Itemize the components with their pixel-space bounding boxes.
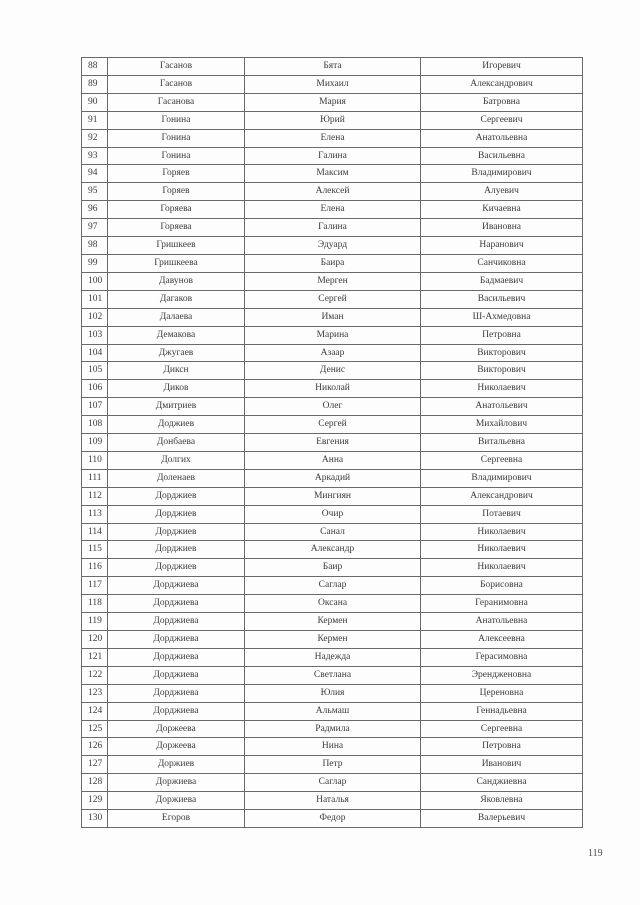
row-number: 104 <box>82 344 108 362</box>
page-number: 119 <box>588 848 603 859</box>
patronymic-cell: Николаевич <box>421 380 583 398</box>
table-row <box>82 756 583 774</box>
table-row <box>82 613 583 631</box>
patronymic-cell: Владимирович <box>421 165 583 183</box>
row-number: 120 <box>82 631 108 649</box>
row-number: 94 <box>82 165 108 183</box>
patronymic-cell: Геранимовна <box>421 595 583 613</box>
last-name-cell: Дорджиева <box>108 666 245 684</box>
first-name-cell: Михаил <box>245 75 421 93</box>
first-name-cell: Наталья <box>245 792 421 810</box>
first-name-cell: Сергей <box>245 416 421 434</box>
patronymic-cell: Сергеевна <box>421 720 583 738</box>
patronymic-cell: Яковлевна <box>421 792 583 810</box>
last-name-cell: Дорджиева <box>108 648 245 666</box>
first-name-cell: Иман <box>245 308 421 326</box>
patronymic-cell: Васильевич <box>421 290 583 308</box>
table-row <box>82 577 583 595</box>
row-number: 96 <box>82 201 108 219</box>
last-name-cell: Диков <box>108 380 245 398</box>
patronymic-cell: Викторович <box>421 344 583 362</box>
row-number: 89 <box>82 75 108 93</box>
table-row <box>82 147 583 165</box>
first-name-cell: Евгения <box>245 434 421 452</box>
patronymic-cell: Михайлович <box>421 416 583 434</box>
last-name-cell: Дорджиев <box>108 541 245 559</box>
table-row <box>82 416 583 434</box>
patronymic-cell: Цереновна <box>421 684 583 702</box>
last-name-cell: Далаева <box>108 308 245 326</box>
last-name-cell: Донбаева <box>108 434 245 452</box>
row-number: 92 <box>82 129 108 147</box>
table-row <box>82 183 583 201</box>
last-name-cell: Егоров <box>108 810 245 828</box>
patronymic-cell: Кичаевна <box>421 201 583 219</box>
last-name-cell: Доржиева <box>108 774 245 792</box>
table-row <box>82 201 583 219</box>
row-number: 130 <box>82 810 108 828</box>
row-number: 122 <box>82 666 108 684</box>
table-row <box>82 595 583 613</box>
last-name-cell: Дорджиев <box>108 505 245 523</box>
last-name-cell: Дорджиева <box>108 577 245 595</box>
first-name-cell: Эдуард <box>245 237 421 255</box>
row-number: 115 <box>82 541 108 559</box>
row-number: 95 <box>82 183 108 201</box>
first-name-cell: Федор <box>245 810 421 828</box>
table-row <box>82 380 583 398</box>
table-row <box>82 774 583 792</box>
patronymic-cell: Иванович <box>421 756 583 774</box>
row-number: 116 <box>82 559 108 577</box>
first-name-cell: Денис <box>245 362 421 380</box>
last-name-cell: Давунов <box>108 272 245 290</box>
first-name-cell: Мингиян <box>245 487 421 505</box>
first-name-cell: Алексей <box>245 183 421 201</box>
row-number: 125 <box>82 720 108 738</box>
last-name-cell: Диксн <box>108 362 245 380</box>
first-name-cell: Аркадий <box>245 469 421 487</box>
first-name-cell: Марина <box>245 326 421 344</box>
first-name-cell: Надежда <box>245 648 421 666</box>
first-name-cell: Петр <box>245 756 421 774</box>
row-number: 98 <box>82 237 108 255</box>
row-number: 129 <box>82 792 108 810</box>
table-row <box>82 344 583 362</box>
patronymic-cell: Васильевна <box>421 147 583 165</box>
patronymic-cell: Эрендженовна <box>421 666 583 684</box>
first-name-cell: Альмаш <box>245 702 421 720</box>
first-name-cell: Кермен <box>245 631 421 649</box>
row-number: 108 <box>82 416 108 434</box>
patronymic-cell: Викторович <box>421 362 583 380</box>
row-number: 126 <box>82 738 108 756</box>
table-row <box>82 451 583 469</box>
row-number: 91 <box>82 111 108 129</box>
first-name-cell: Саглар <box>245 774 421 792</box>
last-name-cell: Гасанова <box>108 93 245 111</box>
first-name-cell: Кермен <box>245 613 421 631</box>
last-name-cell: Дорджиева <box>108 613 245 631</box>
row-number: 88 <box>82 58 108 76</box>
last-name-cell: Гришкеев <box>108 237 245 255</box>
patronymic-cell: Сергеевна <box>421 451 583 469</box>
table-row <box>82 165 583 183</box>
last-name-cell: Горяев <box>108 183 245 201</box>
table-row <box>82 648 583 666</box>
last-name-cell: Доджиев <box>108 416 245 434</box>
first-name-cell: Мария <box>245 93 421 111</box>
row-number: 119 <box>82 613 108 631</box>
row-number: 106 <box>82 380 108 398</box>
first-name-cell: Мерген <box>245 272 421 290</box>
patronymic-cell: Борисовна <box>421 577 583 595</box>
last-name-cell: Гонина <box>108 147 245 165</box>
row-number: 107 <box>82 398 108 416</box>
patronymic-cell: Александрович <box>421 75 583 93</box>
first-name-cell: Анна <box>245 451 421 469</box>
table-row <box>82 469 583 487</box>
first-name-cell: Баир <box>245 559 421 577</box>
table-row <box>82 720 583 738</box>
row-number: 128 <box>82 774 108 792</box>
last-name-cell: Гасанов <box>108 58 245 76</box>
row-number: 117 <box>82 577 108 595</box>
row-number: 99 <box>82 254 108 272</box>
patronymic-cell: Потаевич <box>421 505 583 523</box>
table-row <box>82 702 583 720</box>
row-number: 112 <box>82 487 108 505</box>
last-name-cell: Дорджиев <box>108 487 245 505</box>
last-name-cell: Гонина <box>108 111 245 129</box>
patronymic-cell: Алуевич <box>421 183 583 201</box>
patronymic-cell: Батровна <box>421 93 583 111</box>
table-row <box>82 398 583 416</box>
table-row <box>82 541 583 559</box>
patronymic-cell: Геннадьевна <box>421 702 583 720</box>
row-number: 101 <box>82 290 108 308</box>
first-name-cell: Оксана <box>245 595 421 613</box>
first-name-cell: Санал <box>245 523 421 541</box>
table-row <box>82 666 583 684</box>
patronymic-cell: Игоревич <box>421 58 583 76</box>
patronymic-cell: Герасимовна <box>421 648 583 666</box>
patronymic-cell: Алексеевна <box>421 631 583 649</box>
last-name-cell: Гасанов <box>108 75 245 93</box>
table-row <box>82 738 583 756</box>
last-name-cell: Дорджиев <box>108 523 245 541</box>
row-number: 105 <box>82 362 108 380</box>
row-number: 114 <box>82 523 108 541</box>
first-name-cell: Баира <box>245 254 421 272</box>
table-row <box>82 272 583 290</box>
last-name-cell: Доржиев <box>108 756 245 774</box>
patronymic-cell: Санджиевна <box>421 774 583 792</box>
table-row <box>82 237 583 255</box>
first-name-cell: Юлия <box>245 684 421 702</box>
last-name-cell: Долгих <box>108 451 245 469</box>
patronymic-cell: Николаевич <box>421 523 583 541</box>
patronymic-cell: Анатольевна <box>421 129 583 147</box>
row-number: 121 <box>82 648 108 666</box>
table-row <box>82 254 583 272</box>
last-name-cell: Дорджиева <box>108 595 245 613</box>
first-name-cell: Елена <box>245 201 421 219</box>
first-name-cell: Елена <box>245 129 421 147</box>
table-row <box>82 523 583 541</box>
last-name-cell: Дмитриев <box>108 398 245 416</box>
first-name-cell: Азаар <box>245 344 421 362</box>
patronymic-cell: Валерьевич <box>421 810 583 828</box>
row-number: 109 <box>82 434 108 452</box>
table-row <box>82 810 583 828</box>
row-number: 118 <box>82 595 108 613</box>
last-name-cell: Дагаков <box>108 290 245 308</box>
table-row <box>82 684 583 702</box>
table-row <box>82 792 583 810</box>
table-row <box>82 559 583 577</box>
patronymic-cell: Петровна <box>421 326 583 344</box>
patronymic-cell: Ивановна <box>421 219 583 237</box>
patronymic-cell: Петровна <box>421 738 583 756</box>
names-table <box>81 57 583 828</box>
last-name-cell: Гришкеева <box>108 254 245 272</box>
first-name-cell: Александр <box>245 541 421 559</box>
row-number: 93 <box>82 147 108 165</box>
names-table-body <box>82 58 583 828</box>
table-row <box>82 434 583 452</box>
table-row <box>82 93 583 111</box>
table-row <box>82 75 583 93</box>
row-number: 124 <box>82 702 108 720</box>
last-name-cell: Дорджиева <box>108 631 245 649</box>
first-name-cell: Радмила <box>245 720 421 738</box>
table-row <box>82 631 583 649</box>
last-name-cell: Доленаев <box>108 469 245 487</box>
row-number: 123 <box>82 684 108 702</box>
table-row <box>82 290 583 308</box>
table-row <box>82 505 583 523</box>
last-name-cell: Джугаев <box>108 344 245 362</box>
first-name-cell: Сергей <box>245 290 421 308</box>
patronymic-cell: Ш-Ахмедовна <box>421 308 583 326</box>
patronymic-cell: Николаевич <box>421 559 583 577</box>
patronymic-cell: Санчиковна <box>421 254 583 272</box>
table-row <box>82 219 583 237</box>
row-number: 110 <box>82 451 108 469</box>
table-row <box>82 326 583 344</box>
patronymic-cell: Бадмаевич <box>421 272 583 290</box>
first-name-cell: Нина <box>245 738 421 756</box>
row-number: 103 <box>82 326 108 344</box>
table-row <box>82 362 583 380</box>
first-name-cell: Саглар <box>245 577 421 595</box>
table-row <box>82 129 583 147</box>
row-number: 111 <box>82 469 108 487</box>
table-row <box>82 487 583 505</box>
patronymic-cell: Сергеевич <box>421 111 583 129</box>
row-number: 113 <box>82 505 108 523</box>
patronymic-cell: Николаевич <box>421 541 583 559</box>
patronymic-cell: Наранович <box>421 237 583 255</box>
first-name-cell: Юрий <box>245 111 421 129</box>
first-name-cell: Светлана <box>245 666 421 684</box>
patronymic-cell: Анатольевич <box>421 398 583 416</box>
patronymic-cell: Александрович <box>421 487 583 505</box>
last-name-cell: Доржеева <box>108 738 245 756</box>
patronymic-cell: Витальевна <box>421 434 583 452</box>
table-row <box>82 111 583 129</box>
row-number: 127 <box>82 756 108 774</box>
last-name-cell: Дорджиева <box>108 684 245 702</box>
first-name-cell: Николай <box>245 380 421 398</box>
first-name-cell: Галина <box>245 147 421 165</box>
last-name-cell: Дорджиев <box>108 559 245 577</box>
last-name-cell: Горяев <box>108 165 245 183</box>
first-name-cell: Очир <box>245 505 421 523</box>
first-name-cell: Максим <box>245 165 421 183</box>
row-number: 90 <box>82 93 108 111</box>
last-name-cell: Доржиева <box>108 792 245 810</box>
first-name-cell: Олег <box>245 398 421 416</box>
first-name-cell: Галина <box>245 219 421 237</box>
last-name-cell: Горяева <box>108 219 245 237</box>
last-name-cell: Доржеева <box>108 720 245 738</box>
table-row <box>82 308 583 326</box>
table-row <box>82 58 583 76</box>
patronymic-cell: Анатольевна <box>421 613 583 631</box>
row-number: 100 <box>82 272 108 290</box>
last-name-cell: Гонина <box>108 129 245 147</box>
row-number: 97 <box>82 219 108 237</box>
last-name-cell: Горяева <box>108 201 245 219</box>
last-name-cell: Демакова <box>108 326 245 344</box>
row-number: 102 <box>82 308 108 326</box>
patronymic-cell: Владимирович <box>421 469 583 487</box>
last-name-cell: Дорджиева <box>108 702 245 720</box>
first-name-cell: Бята <box>245 58 421 76</box>
